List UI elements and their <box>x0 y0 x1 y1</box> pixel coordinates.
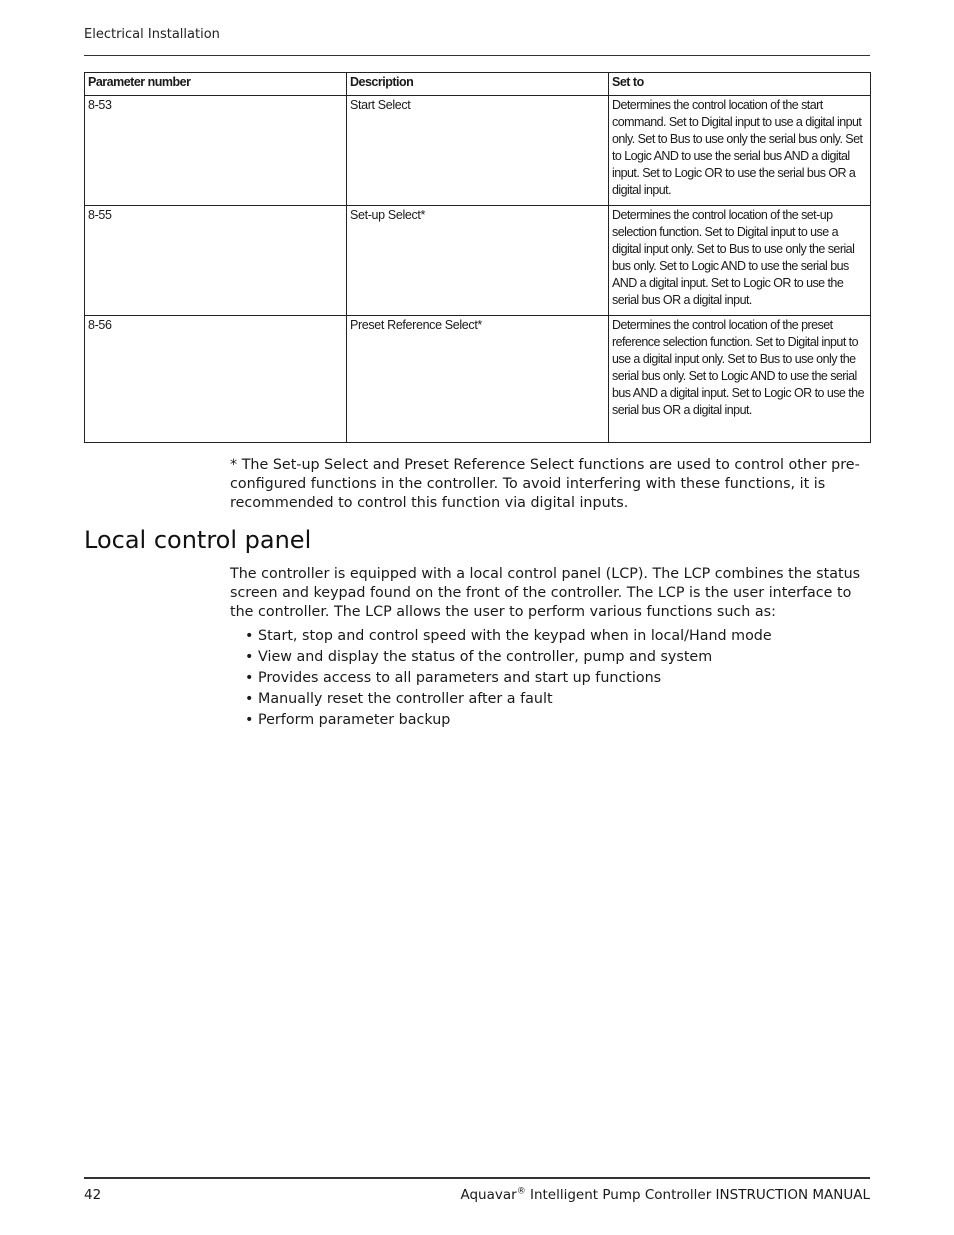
list-item-text: Start, stop and control speed with the keypad when in local/Hand mode <box>258 628 772 644</box>
column-header-parameter-number: Parameter number <box>85 73 347 96</box>
description-cell: Preset Reference Select* <box>347 316 609 443</box>
list-item-text: View and display the status of the controller, pump and system <box>258 649 713 665</box>
table-row <box>85 96 871 206</box>
bullet-icon: • <box>245 649 254 665</box>
parameter-number-cell: 8-55 <box>85 206 347 316</box>
brand-name: Aquavar <box>460 1187 517 1203</box>
parameter-table <box>84 72 871 443</box>
description-cell: Set-up Select* <box>347 206 609 316</box>
registered-mark: ® <box>516 1186 526 1197</box>
column-header-set-to: Set to <box>609 73 871 96</box>
running-header: Electrical Installation <box>84 27 220 42</box>
manual-title-rest: Intelligent Pump Controller INSTRUCTION MANUAL <box>525 1187 870 1203</box>
set-to-cell: Determines the control location of the set-up selection function. Set to Digital input to use a digital input only. Set to Bus to use only the serial bus only. Set to Logic AND to use the serial bus AND a digital input. Set to Logic OR to use the serial bus OR a digital input. <box>609 206 871 316</box>
bullet-icon: • <box>245 712 254 728</box>
bullet-icon: • <box>245 670 254 686</box>
list-item-text: Perform parameter backup <box>258 712 451 728</box>
bullet-icon: • <box>245 628 254 644</box>
list-item-text: Manually reset the controller after a fault <box>258 691 553 707</box>
manual-title <box>460 1187 870 1203</box>
list-item-text: Provides access to all parameters and start up functions <box>258 670 662 686</box>
parameter-number-cell: 8-56 <box>85 316 347 443</box>
table-row <box>85 316 871 443</box>
list-item <box>230 647 772 668</box>
set-to-cell: Determines the control location of the start command. Set to Digital input to use a digital input only. Set to Bus to use only the serial bus only. Set to Logic AND to use the serial bus AND a digital input. Set to Logic OR to use the serial bus OR a digital input. <box>609 96 871 206</box>
table-footnote: * The Set-up Select and Preset Reference Select functions are used to control other pre-configured functions in the controller. To avoid interfering with these functions, it is recommended to control this function via digital inputs. <box>230 457 860 511</box>
parameter-number-cell: 8-53 <box>85 96 347 206</box>
set-to-cell: Determines the control location of the preset reference selection function. Set to Digital input to use a digital input only. Set to Bus to use only the serial bus only. Set to Logic AND to use the serial bus AND a digital input. Set to Logic OR to use the serial bus OR a digital input. <box>609 316 871 443</box>
feature-list <box>230 626 772 731</box>
list-item <box>230 626 772 647</box>
section-intro-paragraph: The controller is equipped with a local control panel (LCP). The LCP combines the status screen and keypad found on the front of the controller. The LCP is the user interface to the controller. The LCP allows the user to perform various functions such as: <box>230 566 861 620</box>
list-item <box>230 710 772 731</box>
footer-divider <box>84 1177 870 1179</box>
section-heading: Local control panel <box>84 526 312 554</box>
list-item <box>230 668 772 689</box>
table-row <box>85 206 871 316</box>
list-item <box>230 689 772 710</box>
header-divider <box>84 55 870 56</box>
table-header-row <box>85 73 871 96</box>
column-header-description: Description <box>347 73 609 96</box>
page-number: 42 <box>84 1187 102 1203</box>
description-cell: Start Select <box>347 96 609 206</box>
bullet-icon: • <box>245 691 254 707</box>
